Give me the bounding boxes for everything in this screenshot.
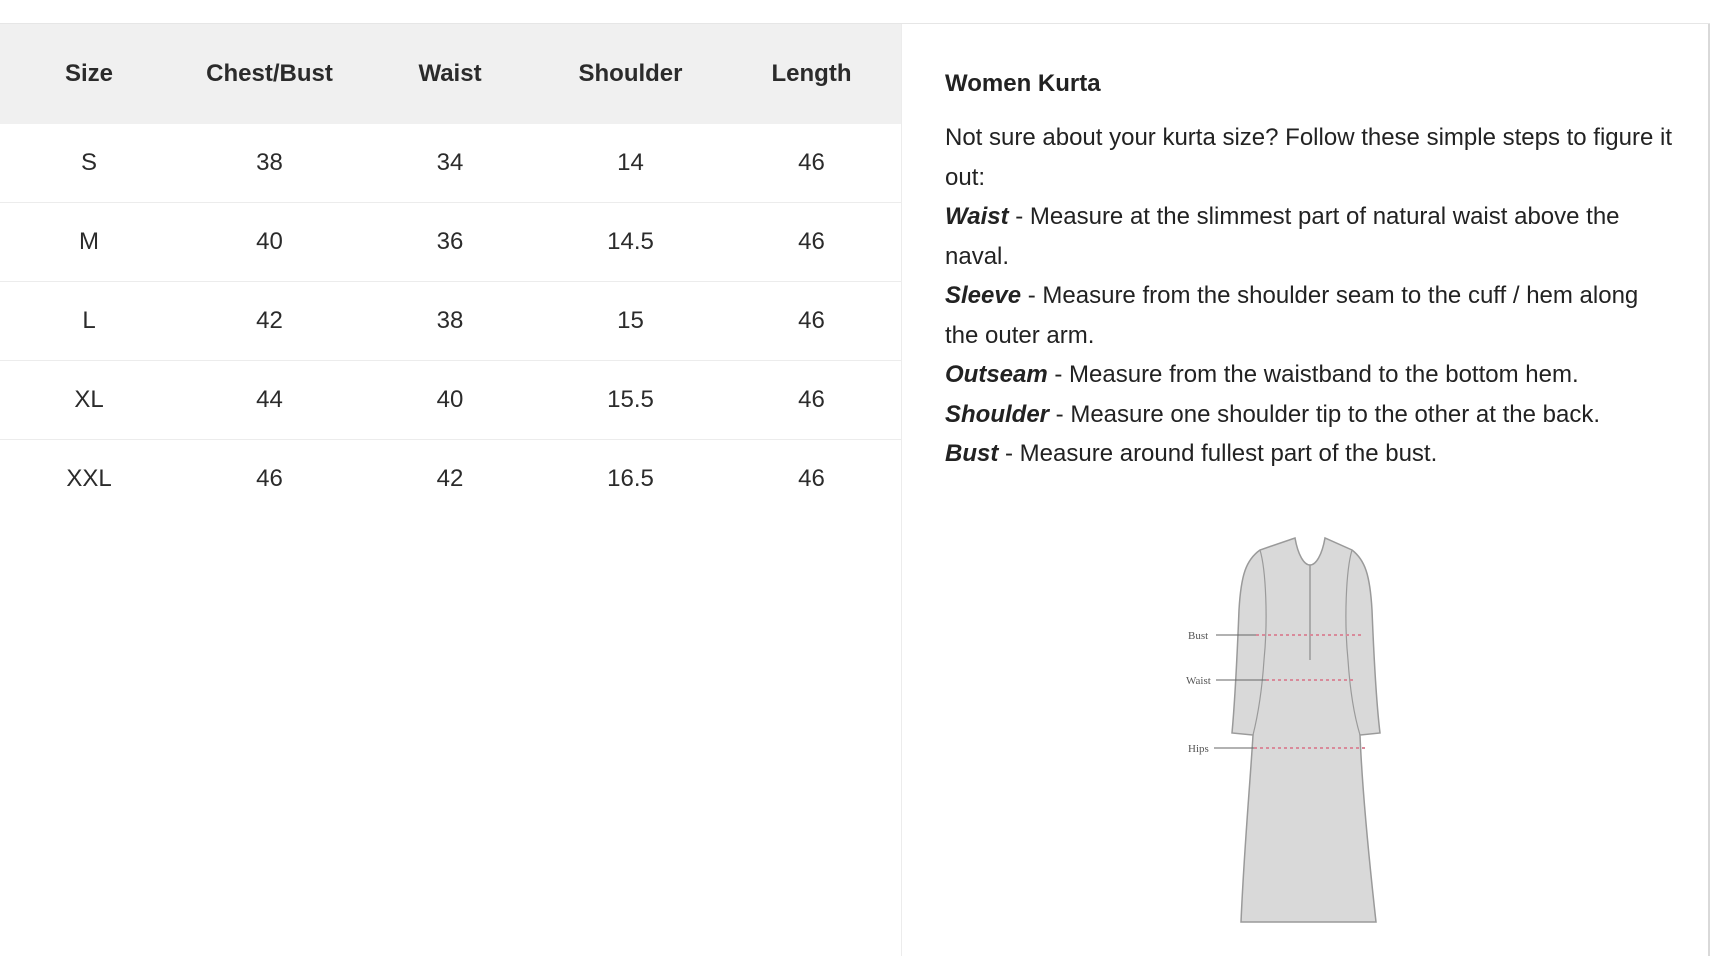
header-size: Size: [0, 24, 178, 124]
header-waist: Waist: [361, 24, 539, 124]
step-term: Sleeve: [945, 282, 1022, 309]
cell-waist: 36: [361, 203, 539, 282]
kurta-diagram-svg: [1180, 530, 1430, 930]
cell-size: S: [0, 124, 178, 203]
kurta-measurement-diagram: [1180, 530, 1430, 930]
step-term: Bust: [945, 440, 999, 467]
cell-length: 46: [798, 465, 825, 492]
step-text: - Measure one shoulder tip to the other at the back.: [1049, 400, 1601, 428]
step-text: - Measure around fullest part of the bust.: [998, 440, 1438, 467]
cell-shoulder: 14.5: [539, 203, 722, 282]
cell-chest-bust: 40: [178, 203, 361, 282]
guide-step-shoulder: [945, 395, 1675, 435]
step-term: Shoulder: [945, 400, 1050, 428]
bust-label: Bust: [1188, 630, 1209, 642]
size-table-panel: [0, 24, 901, 956]
cell-chest-bust: 44: [178, 361, 361, 440]
cell-size: XL: [0, 361, 178, 440]
size-table: [0, 24, 901, 518]
cell-shoulder: 14: [539, 124, 722, 203]
cell-chest-bust: 38: [178, 124, 361, 203]
waist-label: Waist: [1186, 675, 1211, 687]
cell-chest-bust: 46: [256, 465, 283, 492]
step-term: Waist: [945, 203, 1009, 230]
guide-step-sleeve: [945, 276, 1675, 355]
cell-waist: 42: [436, 465, 464, 492]
cell-length: 46: [722, 361, 901, 440]
guide-title: Women Kurta: [945, 70, 1101, 97]
guide-step-outseam: [945, 355, 1675, 395]
step-term: Outseam: [945, 361, 1048, 388]
table-row: [0, 203, 901, 282]
step-text: - Measure from the waistband to the bottom hem.: [1047, 361, 1579, 388]
guide-intro: Not sure about your kurta size? Follow these simple steps to figure it out:: [945, 124, 1673, 191]
cell-shoulder: 15: [539, 282, 722, 361]
cell-waist: 34: [361, 124, 539, 203]
header-chest-bust: Chest/Bust: [178, 24, 361, 124]
cell-size: M: [0, 203, 178, 282]
cell-shoulder: 15.5: [539, 361, 722, 440]
guide-step-bust: [945, 434, 1675, 474]
cell-waist: 38: [361, 282, 539, 361]
step-text: - Measure at the slimmest part of natural waist above the naval.: [945, 203, 1620, 270]
measure-guide-panel: [945, 24, 1675, 474]
header-length: Length: [722, 24, 901, 124]
header-shoulder: Shoulder: [539, 24, 722, 124]
table-row: [0, 361, 901, 440]
table-row: [0, 282, 901, 361]
cell-size: XXL: [66, 465, 112, 492]
cell-length: 46: [722, 203, 901, 282]
cell-length: 46: [722, 282, 901, 361]
hips-label: Hips: [1188, 743, 1209, 755]
guide-step-waist: [945, 197, 1675, 276]
cell-waist: 40: [361, 361, 539, 440]
cell-size: L: [0, 282, 178, 361]
step-text: - Measure from the shoulder seam to the cuff / hem along the outer arm.: [945, 282, 1639, 349]
cell-chest-bust: 42: [178, 282, 361, 361]
cell-length: 46: [722, 124, 901, 203]
size-table-header-row: [0, 24, 901, 124]
table-row: [0, 440, 901, 519]
cell-shoulder: 16.5: [607, 465, 654, 492]
panel-divider: [901, 24, 902, 956]
table-row: [0, 124, 901, 203]
